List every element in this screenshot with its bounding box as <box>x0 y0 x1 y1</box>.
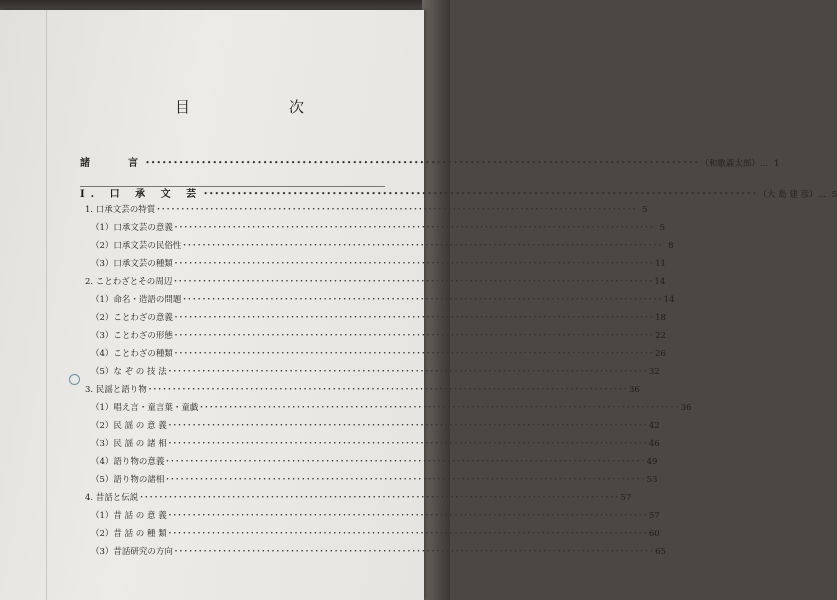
toc-entry-page: 26 <box>655 349 666 359</box>
toc-entry-page: 5 <box>831 190 837 200</box>
toc-entry-page: 1 <box>774 159 780 169</box>
toc-entry-label: （1）命名・造語の問題 <box>91 295 182 305</box>
toc-entry-label: （3）昔話研究の方向 <box>91 547 173 557</box>
circle-marker-icon <box>69 374 80 385</box>
toc-leader-dots: ･･･････････････････････････････････････････････････････････････････････････････････････････････････ <box>156 205 637 215</box>
toc-leader-dots: ･･･････････････････････････････････････････････････････････････････････････････････････････････････ <box>173 223 655 233</box>
toc-leader-dots: ･･･････････････････････････････････････････････････････････････････････････････････････････････････ <box>165 475 646 485</box>
toc-subsection-row <box>91 401 692 415</box>
toc-entry-page: 14 <box>663 295 675 305</box>
toc-entry-label: 諸 言 <box>80 158 144 169</box>
toc-subsection-row <box>91 257 666 271</box>
toc-entry-label: 1. 口承文芸の特質 <box>85 205 156 215</box>
toc-entry-label: 4. 昔話と伝説 <box>85 493 139 503</box>
toc-entry-label: 2. ことわざとその周辺 <box>85 277 173 287</box>
toc-entry-page: 8 <box>668 241 674 251</box>
toc-entry-page: 53 <box>646 475 658 485</box>
toc-subsection-row <box>91 293 675 307</box>
toc-leader-dots: ･･･････････････････････････････････････････････････････････････････････････････････････････････････ <box>203 189 758 200</box>
toc-subsection-row <box>91 545 666 559</box>
toc-entry-page: 5 <box>642 205 648 215</box>
toc-leader-dots: ･･･････････････････････････････････････････････････････････････････････････････････････････････････ <box>147 385 628 395</box>
toc-leader-dots: ･･･････････････････････････････････････････････････････････････････････････････････････････････････ <box>173 259 655 269</box>
toc-entry-page: 49 <box>646 457 658 467</box>
toc-subsection-row <box>91 455 658 469</box>
toc-subsection-row <box>91 347 666 361</box>
toc-entry-label: （2）昔 話 の 種 類 <box>91 529 167 539</box>
toc-entry-page: 60 <box>648 529 660 539</box>
toc-entry-author: （大 島 建 彦）… <box>758 190 827 200</box>
toc-entry-page: 18 <box>655 313 666 323</box>
toc-subsection-row <box>91 311 666 325</box>
toc-leader-dots: ･･･････････････････････････････････････････････････････････････････････････････････････････････････ <box>139 493 620 503</box>
toc-subsection-row <box>91 221 666 235</box>
toc-subsection-row <box>91 473 658 487</box>
toc-entry-label: （5）語り物の諸相 <box>91 475 165 485</box>
toc-leader-dots: ･･･････････････････････････････････････････････････････････････････････････････････････････････････ <box>173 277 654 287</box>
section-rule <box>80 186 385 187</box>
toc-entry-label: （1）昔 話 の 意 義 <box>91 511 167 521</box>
toc-leader-dots: ･･･････････････････････････････････････････････････････････････････････････････････････････････････ <box>173 331 655 341</box>
toc-section-row <box>85 383 640 397</box>
toc-entry-label: （3）口承文芸の種類 <box>91 259 173 269</box>
toc-leader-dots: ･･･････････････････････････････････････････････････････････････････････････････････････････････････ <box>167 439 648 449</box>
toc-entry-label: （4）語り物の意義 <box>91 457 165 467</box>
toc-subsection-row <box>91 419 660 433</box>
toc-chapter-row <box>80 185 837 200</box>
toc-entry-label: （5）な ぞ の 技 法 <box>91 367 167 377</box>
toc-entry-page: 36 <box>680 403 692 413</box>
toc-leader-dots: ･･･････････････････････････････････････････････････････････････････････････････････････････････････ <box>167 529 648 539</box>
toc-entry-label: （1）口承文芸の意義 <box>91 223 173 233</box>
toc-entry-label: （4）ことわざの種類 <box>91 349 173 359</box>
toc-section-row <box>85 275 666 289</box>
toc-leader-dots: ･･･････････････････････････････････････････････････････････････････････････････････････････････････ <box>199 403 680 413</box>
toc-subsection-row <box>91 437 660 451</box>
toc-entry-page: 46 <box>648 439 660 449</box>
toc-entry-page: 32 <box>648 367 660 377</box>
toc-leader-dots: ･･･････････････････････････････････････････････････････････････････････････････････････････････････ <box>173 547 655 557</box>
toc-subsection-row <box>91 365 660 379</box>
toc-subsection-row <box>91 527 660 541</box>
toc-leader-dots: ･･･････････････････････････････････････････････････････････････････････････････････････････････････ <box>167 421 648 431</box>
toc-title: 目 次 <box>175 98 347 116</box>
toc-subsection-row <box>91 329 666 343</box>
toc-entry-page: 22 <box>655 331 666 341</box>
toc-entry-page: 65 <box>655 547 666 557</box>
toc-leader-dots: ･･･････････････････････････････････････････････････････････････････････････････････････････････････ <box>182 241 663 251</box>
toc-entry-label: （1）唱え言・童言葉・童戯 <box>91 403 199 413</box>
toc-entry-page: 57 <box>648 511 660 521</box>
toc-entry-page: 36 <box>628 385 640 395</box>
toc-chapter-row <box>80 154 780 169</box>
toc-entry-page: 5 <box>659 223 666 233</box>
toc-entry-page: 42 <box>648 421 660 431</box>
toc-entry-label: 3. 民謡と語り物 <box>85 385 147 395</box>
toc-subsection-row <box>91 509 660 523</box>
toc-section-row <box>85 203 648 217</box>
toc-entry-page: 57 <box>620 493 632 503</box>
toc-leader-dots: ･･･････････････････････････････････････････････････････････････････････････････････････････････････ <box>173 349 655 359</box>
toc-entry-label: （3）ことわざの形態 <box>91 331 173 341</box>
toc-entry-page: 11 <box>655 259 666 269</box>
toc-entry-label: （2）ことわざの意義 <box>91 313 173 323</box>
toc-leader-dots: ･･･････････････････････････････････････････････････････････････････････････････････････････････････ <box>182 295 663 305</box>
toc-leader-dots: ･･･････････････････････････････････････････････････････････････････････････････････････････････････ <box>173 313 655 323</box>
toc-subsection-row <box>91 239 674 253</box>
toc-leader-dots: ･･･････････････････････････････････････････････････････････････････････････････････････････････････ <box>145 158 700 169</box>
toc-entry-label: Ⅰ. 口 承 文 芸 <box>80 189 203 200</box>
page-fold-line <box>46 10 47 600</box>
toc-entry-label: （2）口承文芸の民俗性 <box>91 241 182 251</box>
toc-section-row <box>85 491 632 505</box>
toc-entry-label: （3）民 謡 の 諸 相 <box>91 439 167 449</box>
toc-leader-dots: ･･･････････････････････････････････････････････････････････････････････････････････････････････････ <box>167 511 648 521</box>
toc-entry-label: （2）民 謡 の 意 義 <box>91 421 167 431</box>
toc-leader-dots: ･･･････････････････････････････････････････････････････････････････････････････････････････････････ <box>165 457 646 467</box>
toc-entry-page: 14 <box>654 277 666 287</box>
toc-entry-author: （和歌森太郎）… <box>700 159 769 169</box>
toc-leader-dots: ･･･････････････････････････････････････････････････････････････････････････････････････････････････ <box>167 367 648 377</box>
